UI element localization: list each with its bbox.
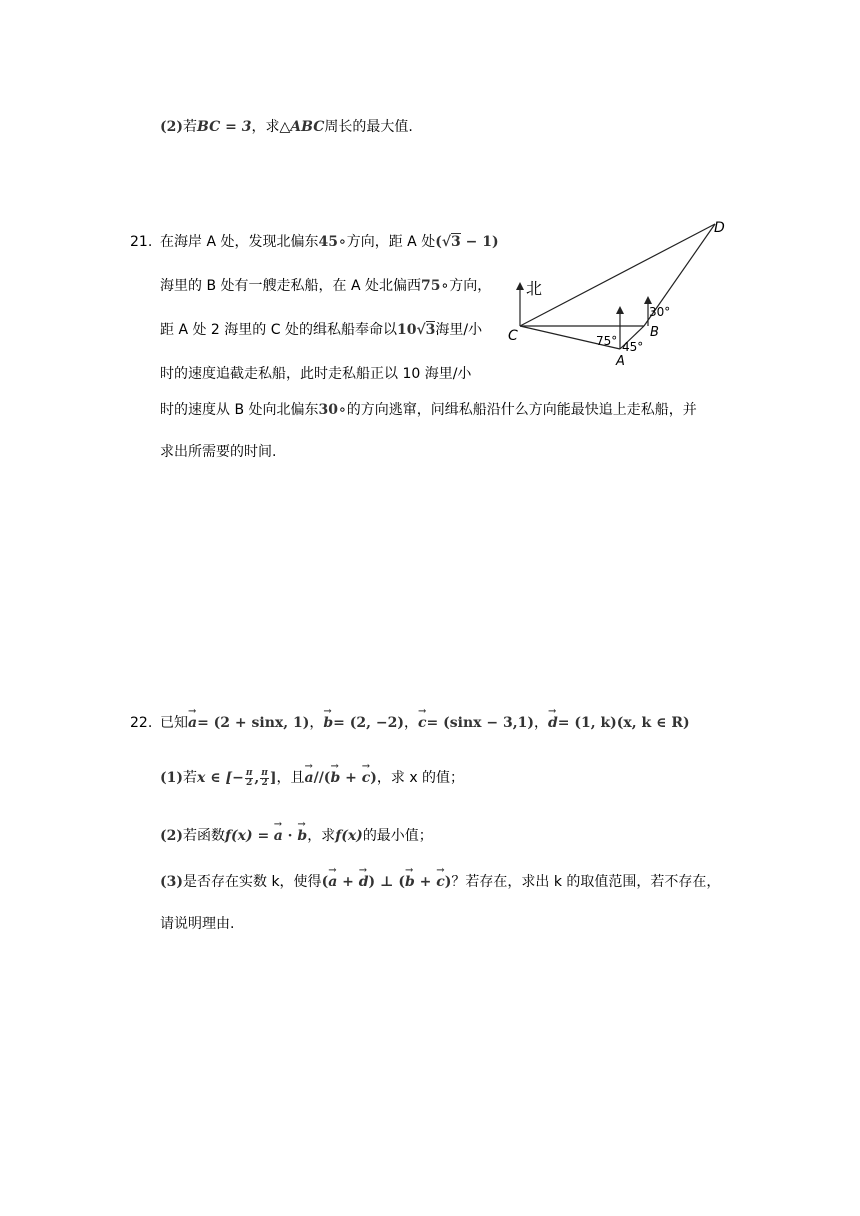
- q21-line-6: 求出所需要的时间.: [160, 444, 277, 460]
- label-north: 北: [526, 279, 543, 298]
- q22-given: 已知→ a= (2 + sinx, 1)，→ b= (2, −2)，→ c= (sinx − 3,1)，→ d= (1, k)(x, k ∈ R): [160, 713, 690, 733]
- q21-line-4: 时的速度追截走私船，此时走私船正以 10 海里/小: [160, 366, 472, 382]
- q22-part3-cont: 请说明理由.: [160, 916, 235, 932]
- q22-part3: (3)是否存在实数 k，使得(→ a + → d) ⊥ (→ b + → c)？若存在，求出 k 的取值范围，若不存在，: [160, 872, 720, 892]
- label-D: D: [714, 220, 725, 236]
- degree-symbol: ∘: [338, 402, 347, 418]
- angle-30: 30°: [649, 305, 671, 319]
- line-CD: [520, 224, 715, 326]
- q21-line-2: 海里的 B 处有一艘走私船，在 A 处北偏西75∘方向，: [160, 278, 492, 294]
- arrowhead-C: [516, 282, 524, 290]
- angle-75: 75°: [596, 334, 618, 348]
- q22-part1: (1)若x ∈ [− $\frac{\pi}{2}$ , $\frac{\pi}{2}$ ]，且→ a//(→ b + → c)，求 x 的值；: [160, 768, 464, 788]
- label-C: C: [508, 328, 518, 344]
- angle-45: 45°: [622, 340, 644, 354]
- q21-line-3: 距 A 处 2 海里的 C 处的缉私船奉命以10√3海里/小: [160, 322, 483, 338]
- q21-number: 21.: [130, 234, 153, 250]
- q21-figure: [500, 212, 740, 372]
- q21-line-1: 在海岸 A 处，发现北偏东45∘方向，距 A 处(√3 − 1): [160, 234, 499, 250]
- degree-symbol: ∘: [440, 278, 450, 294]
- q22-part2: (2)若函数f(x) = → a · → b，求f(x)的最小值；: [160, 826, 433, 846]
- label-A: A: [616, 354, 625, 369]
- q21-line-5: 时的速度从 B 处向北偏东30∘的方向逃窜，问缉私船沿什么方向能最快追上走私船，并: [160, 402, 697, 418]
- label-B: B: [650, 325, 659, 340]
- q22-number: 22.: [130, 715, 153, 731]
- q20-part2: (2)若BC = 3，求△ABC周长的最大值.: [160, 119, 413, 135]
- arrowhead-A: [616, 306, 624, 314]
- arrowhead-B: [644, 296, 652, 304]
- degree-symbol: ∘: [337, 234, 347, 250]
